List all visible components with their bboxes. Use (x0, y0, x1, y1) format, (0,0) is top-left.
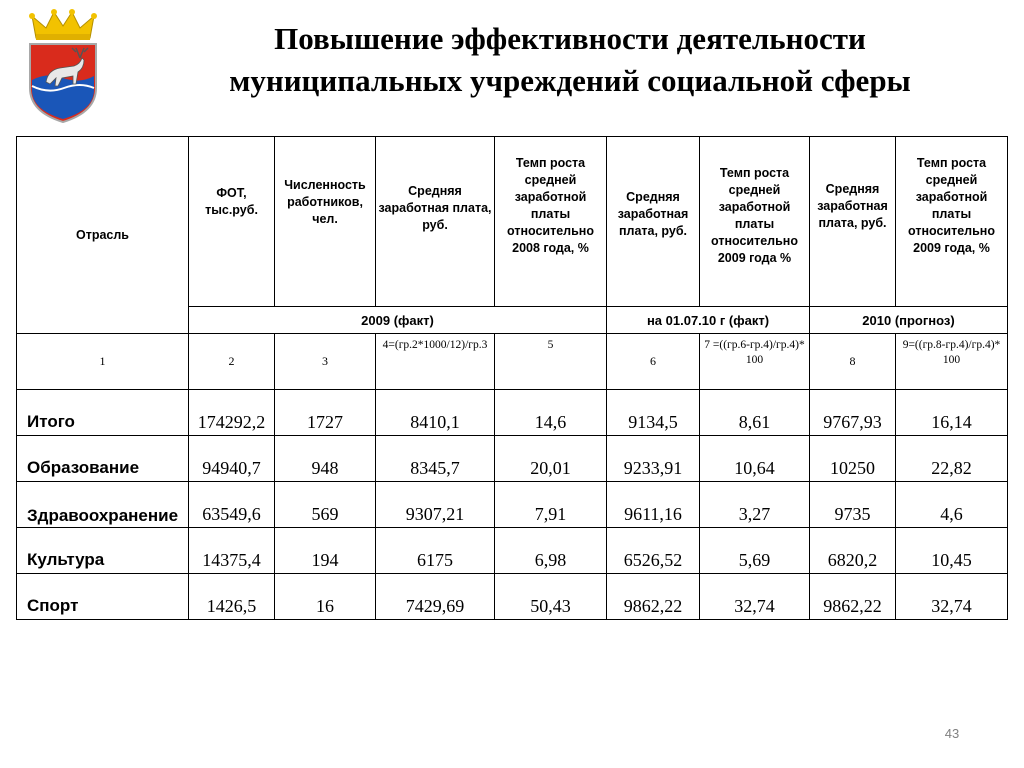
header-avg-salary-2009: Средняя заработная плата, руб. (376, 137, 495, 307)
industry-label: Культура (17, 528, 189, 574)
table-cell: 50,43 (495, 574, 607, 620)
table-cell: 9134,5 (607, 390, 700, 436)
industry-label: Итого (17, 390, 189, 436)
table-cell: 9611,16 (607, 482, 700, 528)
table-cell: 20,01 (495, 436, 607, 482)
crown-icon (29, 9, 97, 40)
table-cell: 6526,52 (607, 528, 700, 574)
table-cell: 16,14 (896, 390, 1008, 436)
header-avg-salary-2010: Средняя заработная плата, руб. (810, 137, 896, 307)
table-cell: 10,64 (700, 436, 810, 482)
column-number-row (17, 334, 1008, 390)
table-cell: 14375,4 (189, 528, 275, 574)
table-cell: 32,74 (896, 574, 1008, 620)
header-growth-2009-jul: Темп роста средней заработной платы относительно 2009 года % (700, 137, 810, 307)
table-cell: 1727 (275, 390, 376, 436)
table-cell: 32,74 (700, 574, 810, 620)
table-cell: 569 (275, 482, 376, 528)
table-cell: 5,69 (700, 528, 810, 574)
col-number: 7 =((гр.6-гр.4)/гр.4)* 100 (700, 334, 810, 390)
table-cell: 8,61 (700, 390, 810, 436)
col-number: 3 (275, 334, 376, 390)
table-cell: 22,82 (896, 436, 1008, 482)
table-cell: 9233,91 (607, 436, 700, 482)
industry-label: Спорт (17, 574, 189, 620)
header-growth-2009-forecast: Темп роста средней заработной платы относительно 2009 года, % (896, 137, 1008, 307)
header-fot: ФОТ, тыс.руб. (189, 137, 275, 307)
table-cell: 7,91 (495, 482, 607, 528)
col-number: 1 (17, 334, 189, 390)
table-cell: 4,6 (896, 482, 1008, 528)
table-cell: 16 (275, 574, 376, 620)
col-number: 2 (189, 334, 275, 390)
page-title (160, 18, 980, 102)
period-2009-fact: 2009 (факт) (189, 307, 607, 334)
industry-label: Образование (17, 436, 189, 482)
table-cell: 1426,5 (189, 574, 275, 620)
table-cell: 9767,93 (810, 390, 896, 436)
col-number: 5 (495, 334, 607, 390)
table-cell: 14,6 (495, 390, 607, 436)
table-cell: 3,27 (700, 482, 810, 528)
period-jul-2010-fact: на 01.07.10 г (факт) (607, 307, 810, 334)
table-row-sport (17, 574, 1008, 620)
table-cell: 9735 (810, 482, 896, 528)
salary-table (16, 136, 1008, 620)
period-2010-forecast: 2010 (прогноз) (810, 307, 1008, 334)
table-cell: 8410,1 (376, 390, 495, 436)
table-cell: 6,98 (495, 528, 607, 574)
table-cell: 7429,69 (376, 574, 495, 620)
title-line-2: муниципальных учреждений социальной сферы (229, 63, 911, 98)
table-row-culture (17, 528, 1008, 574)
header-industry: Отрасль (17, 137, 189, 334)
table-cell: 63549,6 (189, 482, 275, 528)
coat-of-arms-icon (24, 8, 102, 126)
table-cell: 9862,22 (607, 574, 700, 620)
table-cell: 174292,2 (189, 390, 275, 436)
table-cell: 9862,22 (810, 574, 896, 620)
header-employees: Численность работников, чел. (275, 137, 376, 307)
table-row-total (17, 390, 1008, 436)
col-number: 9=((гр.8-гр.4)/гр.4)* 100 (896, 334, 1008, 390)
table-row-healthcare (17, 482, 1008, 528)
table-cell: 948 (275, 436, 376, 482)
table-cell: 6820,2 (810, 528, 896, 574)
table-row-education (17, 436, 1008, 482)
col-number: 4=(гр.2*1000/12)/гр.3 (376, 334, 495, 390)
table-cell: 194 (275, 528, 376, 574)
header-avg-salary-jul-2010: Средняя заработная плата, руб. (607, 137, 700, 307)
table-cell: 8345,7 (376, 436, 495, 482)
industry-label-text: Здравоохранение (27, 506, 179, 525)
page-number: 43 (944, 726, 960, 741)
table-cell: 10250 (810, 436, 896, 482)
table-cell: 10,45 (896, 528, 1008, 574)
table-cell: 94940,7 (189, 436, 275, 482)
col-number: 8 (810, 334, 896, 390)
table-cell: 6175 (376, 528, 495, 574)
table-cell: 9307,21 (376, 482, 495, 528)
header-growth-2008: Темп роста средней заработной платы относительно 2008 года, % (495, 137, 607, 307)
title-line-1: Повышение эффективности деятельности (274, 21, 866, 56)
header-row (17, 137, 1008, 307)
industry-label (17, 482, 189, 528)
col-number: 6 (607, 334, 700, 390)
